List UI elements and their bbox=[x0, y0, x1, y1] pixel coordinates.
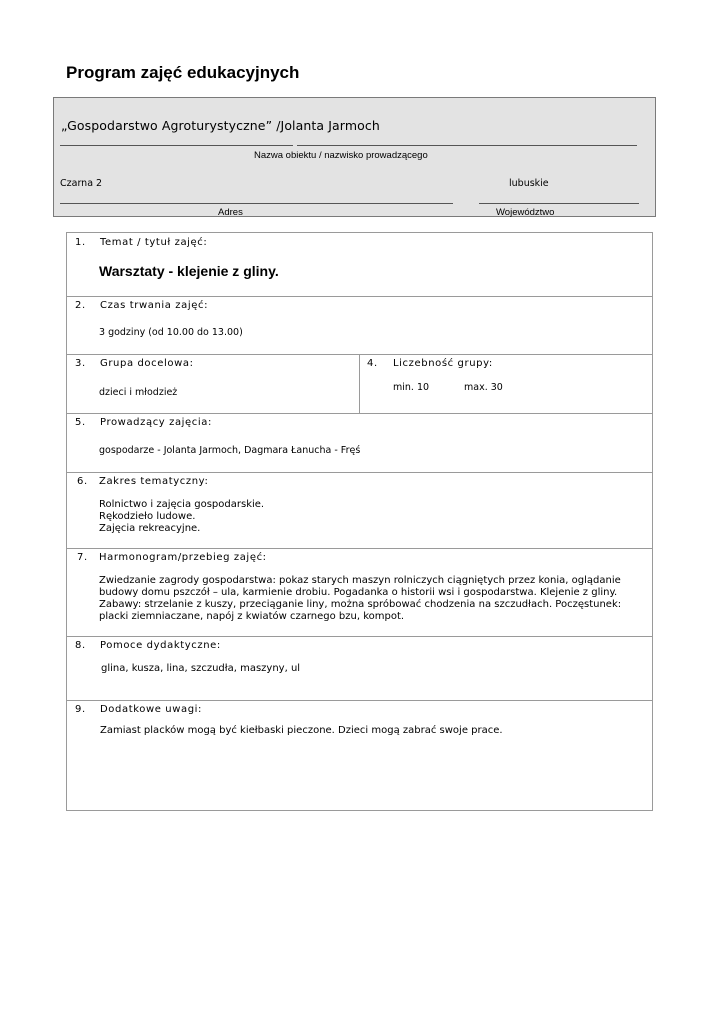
section-instructors bbox=[67, 414, 652, 473]
scope-line: Rękodzieło ludowe. bbox=[99, 511, 196, 522]
scope-line: Zajęcia rekreacyjne. bbox=[99, 523, 201, 534]
section-number: 4. bbox=[367, 358, 378, 369]
section-duration bbox=[67, 297, 652, 355]
section-number: 7. bbox=[77, 552, 88, 563]
section-notes bbox=[67, 701, 652, 810]
address-value: Czarna 2 bbox=[60, 178, 103, 189]
org-label: Nazwa obiektu / nazwisko prowadzącego bbox=[254, 150, 428, 161]
org-name: „Gospodarstwo Agroturystyczne” /Jolanta Jarmoch bbox=[61, 118, 380, 133]
section-label: Prowadzący zajęcia: bbox=[100, 417, 212, 428]
voivodeship-underline bbox=[479, 203, 639, 204]
section-label: Temat / tytuł zajęć: bbox=[100, 237, 208, 248]
section-number: 8. bbox=[75, 640, 86, 651]
voivodeship-value: lubuskie bbox=[509, 178, 549, 189]
schedule-line: Zabawy: strzelanie z kuszy, przeciąganie liny, można spróbować chodzenia na szczudłach. Poczęstunek: bbox=[99, 599, 622, 610]
duration-value: 3 godziny (od 10.00 do 13.00) bbox=[99, 327, 243, 338]
section-schedule bbox=[67, 549, 652, 637]
program-form bbox=[66, 232, 653, 811]
section-label: Harmonogram/przebieg zajęć: bbox=[99, 552, 267, 563]
address-underline bbox=[60, 203, 453, 204]
voivodeship-label: Województwo bbox=[496, 207, 555, 218]
address-label: Adres bbox=[218, 207, 243, 218]
group-max-value: max. 30 bbox=[464, 382, 503, 393]
section-number: 5. bbox=[75, 417, 86, 428]
section-number: 1. bbox=[75, 237, 86, 248]
section-group-row bbox=[67, 355, 652, 414]
instructors-value: gospodarze - Jolanta Jarmoch, Dagmara Łanucha - Fręś bbox=[99, 445, 361, 456]
schedule-line: placki ziemniaczane, napój z kwiatów czarnego bzu, kompot. bbox=[99, 611, 405, 622]
org-underline-left bbox=[60, 145, 293, 146]
page-title: Program zajęć edukacyjnych bbox=[66, 63, 300, 82]
topic-value: Warsztaty - klejenie z gliny. bbox=[99, 263, 279, 279]
section-number: 6. bbox=[77, 476, 88, 487]
section-number: 3. bbox=[75, 358, 86, 369]
section-label: Zakres tematyczny: bbox=[99, 476, 209, 487]
section-topic bbox=[67, 233, 652, 297]
teaching-aids-value: glina, kusza, lina, szczudła, maszyny, ul bbox=[101, 663, 301, 674]
section-label: Liczebność grupy: bbox=[393, 358, 493, 369]
section-number: 9. bbox=[75, 704, 86, 715]
section-label: Pomoce dydaktyczne: bbox=[100, 640, 221, 651]
section-teaching-aids bbox=[67, 637, 652, 701]
org-underline-right bbox=[297, 145, 637, 146]
facility-info-box bbox=[53, 97, 656, 217]
group-min-value: min. 10 bbox=[393, 382, 430, 393]
section-label: Czas trwania zajęć: bbox=[100, 300, 209, 311]
section-label: Dodatkowe uwagi: bbox=[100, 704, 203, 715]
column-divider bbox=[359, 355, 360, 413]
notes-value: Zamiast placków mogą być kiełbaski pieczone. Dzieci mogą zabrać swoje prace. bbox=[100, 725, 503, 736]
scope-line: Rolnictwo i zajęcia gospodarskie. bbox=[99, 499, 265, 510]
schedule-line: budowy domu pszczół – ula, karmienie drobiu. Pogadanka o historii wsi i gospodarstwa. Klejenie z gliny. bbox=[99, 587, 618, 598]
target-group-value: dzieci i młodzież bbox=[99, 387, 178, 398]
section-number: 2. bbox=[75, 300, 86, 311]
section-scope bbox=[67, 473, 652, 549]
schedule-line: Zwiedzanie zagrody gospodarstwa: pokaz starych maszyn rolniczych ciągniętych przez konia, oglądanie bbox=[99, 575, 621, 586]
section-label: Grupa docelowa: bbox=[100, 358, 194, 369]
